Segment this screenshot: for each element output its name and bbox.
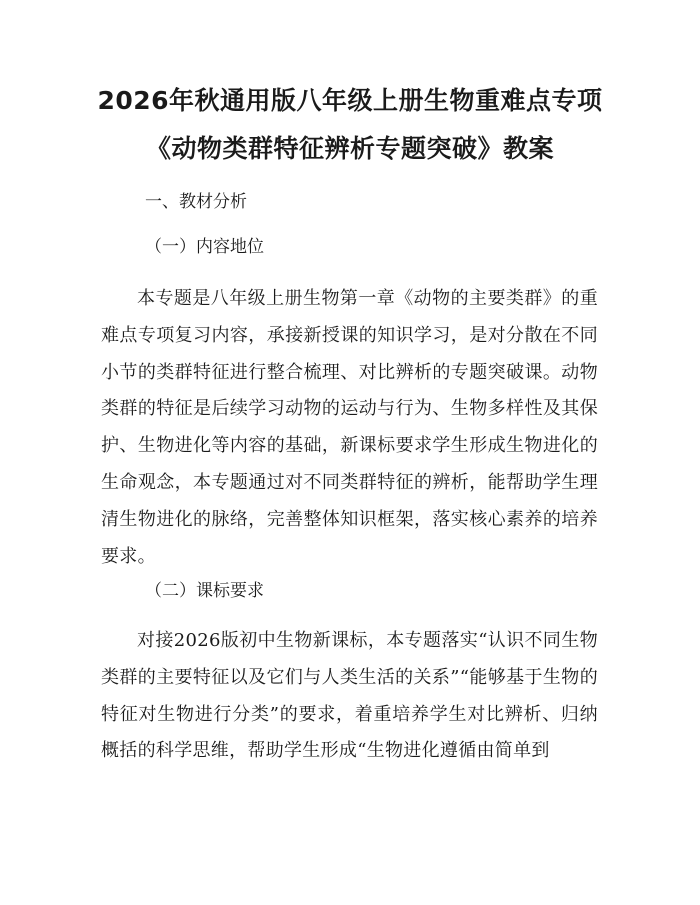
section-heading-teaching-analysis: 一、教材分析: [145, 192, 247, 212]
paragraph-content-position: 本专题是八年级上册生物第一章《动物的主要类群》的重难点专项复习内容，承接新授课的知识学习，是对分散在不同小节的类群特征进行整合梳理、对比辨析的专题突破课。动物类群的特征是后续学习动物的运动与行为、生物多样性及其保护、生物进化等内容的基础，新课标要求学生形成生物进化的生命观念，本专题通过对不同类群特征的辨析，能帮助学生理清生物进化的脉络，完善整体知识框架，落实核心素养的培养要求。: [101, 288, 598, 567]
document-title-line-2: 《动物类群特征辨析专题突破》教案: [145, 134, 554, 163]
paragraph-curriculum-requirements: 对接2026版初中生物新课标，本专题落实“认识不同生物类群的主要特征以及它们与人类生活的关系”“能够基于生物的特征对生物进行分类”的要求，着重培养学生对比辨析、归纳概括的科学思维，帮助学生形成“生物进化遵循由简单到: [101, 630, 598, 762]
subsection-heading-curriculum-requirements: （二）课标要求: [145, 581, 264, 601]
subsection-heading-content-position: （一）内容地位: [145, 237, 264, 257]
document-title-line-1: 2026年秋通用版八年级上册生物重难点专项: [97, 86, 603, 115]
